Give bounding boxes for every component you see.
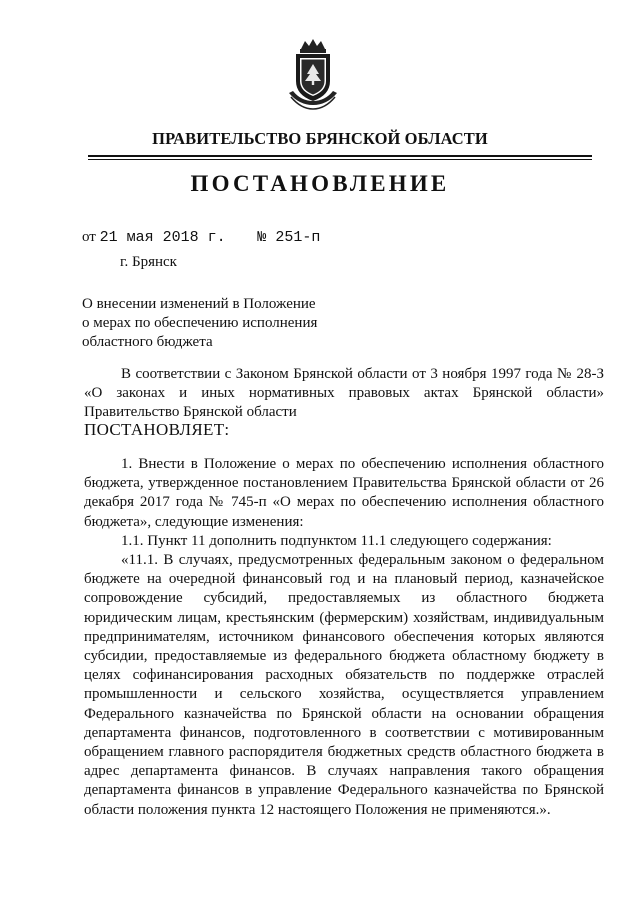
subject-line: областного бюджета <box>82 334 213 350</box>
document-subject <box>82 295 317 352</box>
document-date: 21 мая 2018 г. <box>99 229 226 246</box>
decree-word: ПОСТАНОВЛЯЕТ: <box>84 420 230 439</box>
body-item-11-1: «11.1. В случаях, предусмотренных федеральным законом о федеральном бюджете на очередной финансовый год и на плановый период, казначейское сопровождение субсидий, предоставляемых из областного бюджета юридическим лицам, крестьянским (фермерским) хозяйствам, индивидуальным предпринимателям, источником финансового обеспечения которых являются субсидии, предоставляемые из федерального бюджета областному бюджету в целях софинансирования расходных обязательств по поддержке отраслей промышленности и сельского хозяйства, осуществляется управлением Федерального казначейства по Брянской области на основании обращения департамента финансов, подготовленного в соответствии с мотивированным обращением главного распорядителя бюджетных средств областного бюджета в адрес департамента финансов. В случаях направления такого обращения департамента финансов в управление Федерального казначейства по Брянской области положения пункта 12 настоящего Положения не применяются.». <box>84 552 604 818</box>
document-body <box>84 455 604 820</box>
preamble-paragraph: В соответствии с Законом Брянской области от 3 ноября 1997 года № 28-З «О законах и иных нормативных правовых актах Брянской области» Правительство Брянской области <box>84 366 604 421</box>
date-number-line <box>82 229 320 246</box>
body-item-1-1: 1.1. Пункт 11 дополнить подпунктом 11.1 следующего содержания: <box>121 532 552 549</box>
subject-line: О внесении изменений в Положение <box>82 296 316 312</box>
coat-of-arms-icon <box>283 37 343 111</box>
date-prefix: от <box>82 229 96 245</box>
document-type: ПОСТАНОВЛЕНИЕ <box>190 171 450 196</box>
header-rule-thin <box>88 159 592 160</box>
document-number: № 251-п <box>257 229 321 246</box>
organization-title: ПРАВИТЕЛЬСТВО БРЯНСКОЙ ОБЛАСТИ <box>152 129 488 148</box>
city: г. Брянск <box>120 254 177 270</box>
subject-line: о мерах по обеспечению исполнения <box>82 315 318 331</box>
body-item-1: 1. Внести в Положение о мерах по обеспечению исполнения областного бюджета, утвержденное постановлением Правительства Брянской области от 26 декабря 2017 года № 745-п «О мерах по обеспечению исполнения областного бюджета», следующие изменения: <box>84 456 604 530</box>
header-rule-thick <box>88 155 592 157</box>
